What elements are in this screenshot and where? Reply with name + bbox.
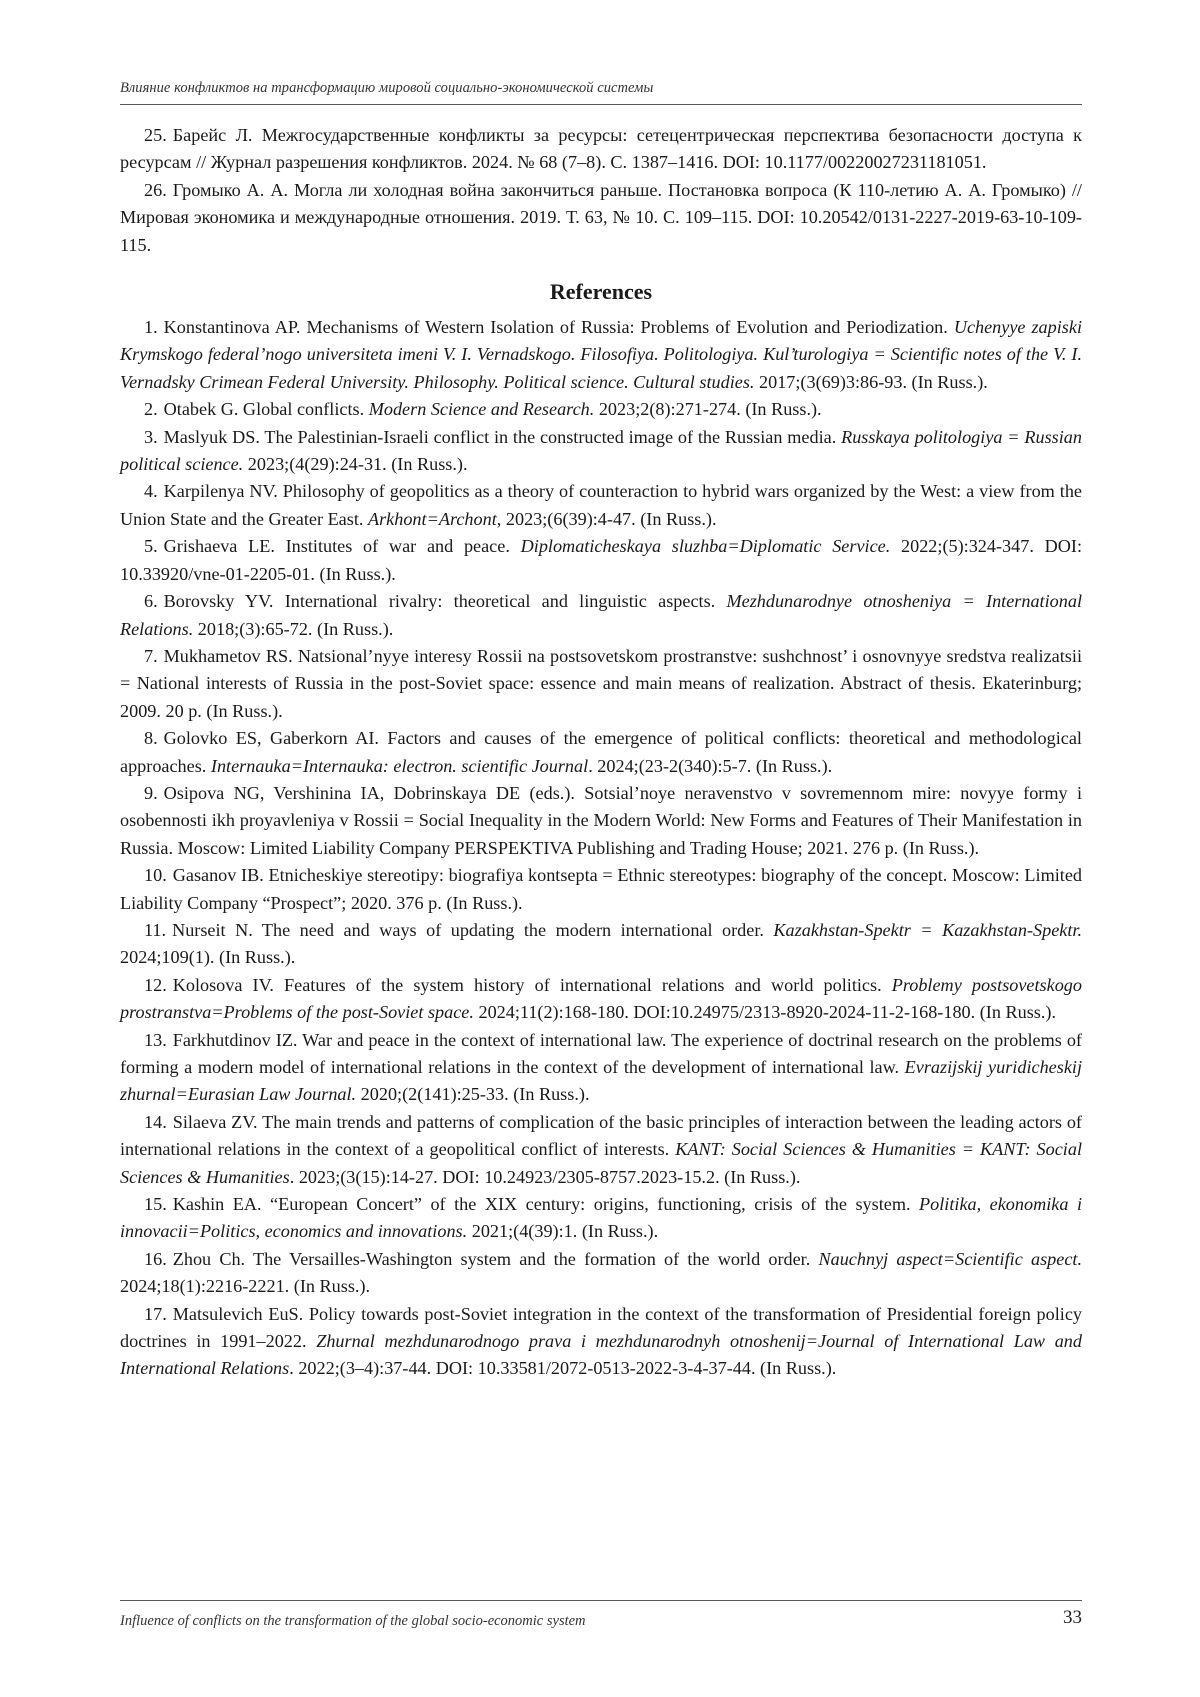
ref-details: 2018;(3):65-72. (In Russ.).	[193, 618, 394, 639]
ref-text: Konstantinova AP. Mechanisms of Western Isolation of Russia: Problems of Evolution and Periodization.	[163, 317, 954, 338]
ref-number: 1.	[144, 317, 158, 338]
ref-source: KANT: Social Sciences & Humanities = KANT: Social Sciences & Humanities	[120, 1139, 1082, 1187]
ref-details: , 2023;(6(39):4-47. (In Russ.).	[496, 508, 717, 529]
ref-details: 2022;(5):324-347. DOI: 10.33920/vne-01-2205-01. (In Russ.).	[120, 536, 1082, 584]
ref-number: 3.	[144, 426, 158, 447]
ref-source: Kazakhstan-Spektr = Kazakhstan-Spektr.	[773, 919, 1082, 940]
page-number: 33	[1063, 1607, 1082, 1628]
ref-text: Nurseit N. The need and ways of updating the modern international order.	[172, 919, 774, 940]
ref-details: . 2022;(3–4):37-44. DOI: 10.33581/2072-0513-2022-3-4-37-44. (In Russ.).	[289, 1358, 837, 1379]
ref-text: Osipova NG, Vershinina IA, Dobrinskaya DE (eds.). Sotsial’noye neravenstvo v sovremennom mire: novyye formy i osobennosti ikh proyavleniya v Rossii = Social Inequality in the Modern World: New Forms and Features of Their Manifestation in Russia. Moscow: Limited Liability Company PERSPEKTIVA Publishing and Trading House; 2021. 276 p. (In Russ.).	[120, 782, 1082, 858]
reference-item	[120, 725, 1082, 780]
ref-text: Silaeva ZV. The main trends and patterns of complication of the basic principles of interaction between the leading actors of international relations in the context of a geopolitical conflict of interests.	[120, 1111, 1082, 1160]
ref-text: Zhou Ch. The Versailles-Washington system and the formation of the world order.	[172, 1248, 819, 1269]
ref-text: Otabek G. Global conflicts.	[163, 399, 369, 420]
ref-source: Nauchnyj aspect=Scientific aspect.	[818, 1248, 1082, 1269]
header-rule	[120, 104, 1082, 105]
ref-number: 11.	[144, 919, 167, 940]
ref-source: Uchenyye zapiski Krymskogo federal’nogo universiteta imeni V. I. Vernadskogo. Filosofiya. Politologiya. Kul’turologiya = Scientific notes of the V. I. Vernadsky Crimean Federal University. Philosophy. Political science. Cultural studies.	[120, 317, 1082, 392]
reference-item	[120, 588, 1082, 643]
ref-number: 25.	[144, 125, 167, 145]
ref-text: Громыко А. А. Могла ли холодная война закончиться раньше. Постановка вопроса (К 110-летию А. А. Громыко) // Мировая экономика и международные отношения. 2019. Т. 63, № 10. С. 109–115. DOI: 10.20542/0131-2227-2019-63-10-109-115.	[120, 179, 1082, 255]
ref-number: 26.	[144, 179, 167, 200]
reference-item	[120, 1109, 1082, 1191]
ref-source: Problemy postsovetskogo prostranstva=Problems of the post-Soviet space.	[120, 974, 1082, 1023]
reference-item	[120, 780, 1082, 862]
ref-source: Modern Science and Research.	[368, 399, 595, 420]
reference-item	[120, 972, 1082, 1027]
ref-details: 2020;(2(141):25-33. (In Russ.).	[356, 1084, 590, 1105]
ref-details: 2021;(4(39):1. (In Russ.).	[467, 1221, 659, 1242]
ref-source: Arkhont=Archont	[367, 508, 497, 529]
ref-number: 4.	[144, 481, 158, 502]
running-head: Влияние конфликтов на трансформацию мировой социально-экономической системы	[120, 80, 654, 96]
ref-text: Kashin EA. “European Concert” of the XIX century: origins, functioning, crisis of the system.	[172, 1194, 920, 1215]
ref-number: 6.	[144, 591, 158, 612]
ref-number: 16.	[144, 1248, 167, 1269]
russian-ref-25	[120, 122, 1082, 177]
reference-item	[120, 643, 1082, 725]
ref-number: 17.	[144, 1303, 167, 1324]
ref-source: Russkaya politologiya = Russian political science.	[120, 426, 1082, 475]
ref-details: 2023;(4(29):24-31. (In Russ.).	[243, 454, 468, 475]
ref-number: 2.	[144, 399, 158, 420]
ref-number: 13.	[144, 1029, 167, 1050]
ref-text: Барейс Л. Межгосударственные конфликты за ресурсы: сетецентрическая перспектива безопасности доступа к ресурсам // Журнал разрешения конфликтов. 2024. № 68 (7–8). С. 1387–1416. DOI: 10.1177/00220027231181051.	[120, 125, 1082, 173]
ref-number: 12.	[144, 974, 167, 995]
ref-source: Evrazijskij yuridicheskij zhurnal=Eurasian Law Journal.	[120, 1057, 1082, 1105]
reference-item	[120, 1191, 1082, 1246]
reference-item	[120, 1246, 1082, 1301]
reference-item	[120, 478, 1082, 533]
ref-text: Maslyuk DS. The Palestinian-Israeli conflict in the constructed image of the Russian media.	[163, 426, 842, 447]
ref-text: Kolosova IV. Features of the system history of international relations and world politics.	[172, 974, 892, 995]
ref-number: 7.	[144, 645, 158, 666]
ref-details: 2024;18(1):2216-2221. (In Russ.).	[120, 1276, 371, 1297]
ref-details: 2024;11(2):168-180. DOI:10.24975/2313-8920-2024-11-2-168-180. (In Russ.).	[473, 1002, 1057, 1023]
ref-text: Farkhutdinov IZ. War and peace in the context of international law. The experience of doctrinal research on the problems of forming a modern model of international relations in the context of the development of international law.	[120, 1029, 1082, 1077]
ref-text: Grishaeva LE. Institutes of war and peace.	[163, 536, 521, 557]
ref-details: . 2024;(23-2(340):5-7. (In Russ.).	[588, 755, 833, 776]
page-content	[120, 122, 1082, 1383]
reference-item	[120, 396, 1082, 423]
ref-number: 14.	[144, 1111, 167, 1132]
footer-title: Influence of conflicts on the transformation of the global socio-economic system	[120, 1613, 586, 1629]
ref-source: Zhurnal mezhdunarodnogo prava i mezhdunarodnyh otnoshenij=Journal of International Law and International Relations	[120, 1331, 1082, 1379]
ref-number: 8.	[144, 728, 158, 749]
ref-text: Borovsky YV. International rivalry: theoretical and linguistic aspects.	[163, 591, 727, 612]
reference-item	[120, 314, 1082, 396]
ref-source: Diplomaticheskaya sluzhba=Diplomatic Service.	[520, 536, 891, 557]
footer-rule	[120, 1600, 1082, 1601]
ref-source: Mezhdunarodnye otnosheniya = International Relations.	[120, 591, 1082, 639]
ref-details: 2023;2(8):271-274. (In Russ.).	[594, 399, 822, 420]
references-list	[120, 314, 1082, 1383]
ref-number: 15.	[144, 1194, 167, 1215]
ref-text: Matsulevich EuS. Policy towards post-Soviet integration in the context of the transformation of Presidential foreign policy doctrines in 1991–2022.	[120, 1303, 1082, 1352]
russian-ref-26	[120, 177, 1082, 259]
ref-number: 10.	[144, 865, 167, 886]
ref-details: . 2023;(3(15):14-27. DOI: 10.24923/2305-8757.2023-15.2. (In Russ.).	[289, 1166, 801, 1187]
ref-text: Gasanov IB. Etnicheskiye stereotipy: biografiya kontsepta = Ethnic stereotypes: biography of the concept. Moscow: Limited Liability Company “Prospect”; 2020. 376 p. (In Russ.).	[120, 865, 1082, 913]
ref-text: Karpilenya NV. Philosophy of geopolitics as a theory of counteraction to hybrid wars organized by the West: a view from the Union State and the Greater East.	[120, 481, 1082, 529]
ref-source: Politika, ekonomika i innovacii=Politics, economics and innovations.	[120, 1194, 1082, 1242]
ref-details: 2017;(3(69)3:86-93. (In Russ.).	[754, 371, 988, 392]
references-heading: References	[549, 279, 653, 305]
reference-item	[120, 1027, 1082, 1109]
reference-item	[120, 1301, 1082, 1383]
ref-text: Golovko ES, Gaberkorn AI. Factors and causes of the emergence of political conflicts: theoretical and methodological approaches.	[120, 728, 1082, 776]
reference-item	[120, 917, 1082, 972]
ref-number: 5.	[144, 536, 158, 557]
reference-item	[120, 424, 1082, 479]
ref-source: Internauka=Internauka: electron. scientific Journal	[210, 755, 589, 776]
ref-number: 9.	[144, 782, 158, 803]
reference-item	[120, 533, 1082, 588]
ref-details: 2024;109(1). (In Russ.).	[120, 947, 296, 968]
reference-item	[120, 862, 1082, 917]
ref-text: Mukhametov RS. Natsional’nyye interesy Rossii na postsovetskom prostranstve: sushchnost’ i osnovnyye sredstva realizatsii = National interests of Russia in the post-Soviet space: essence and main means of realization. Abstract of thesis. Ekaterinburg; 2009. 20 p. (In Russ.).	[120, 645, 1082, 721]
